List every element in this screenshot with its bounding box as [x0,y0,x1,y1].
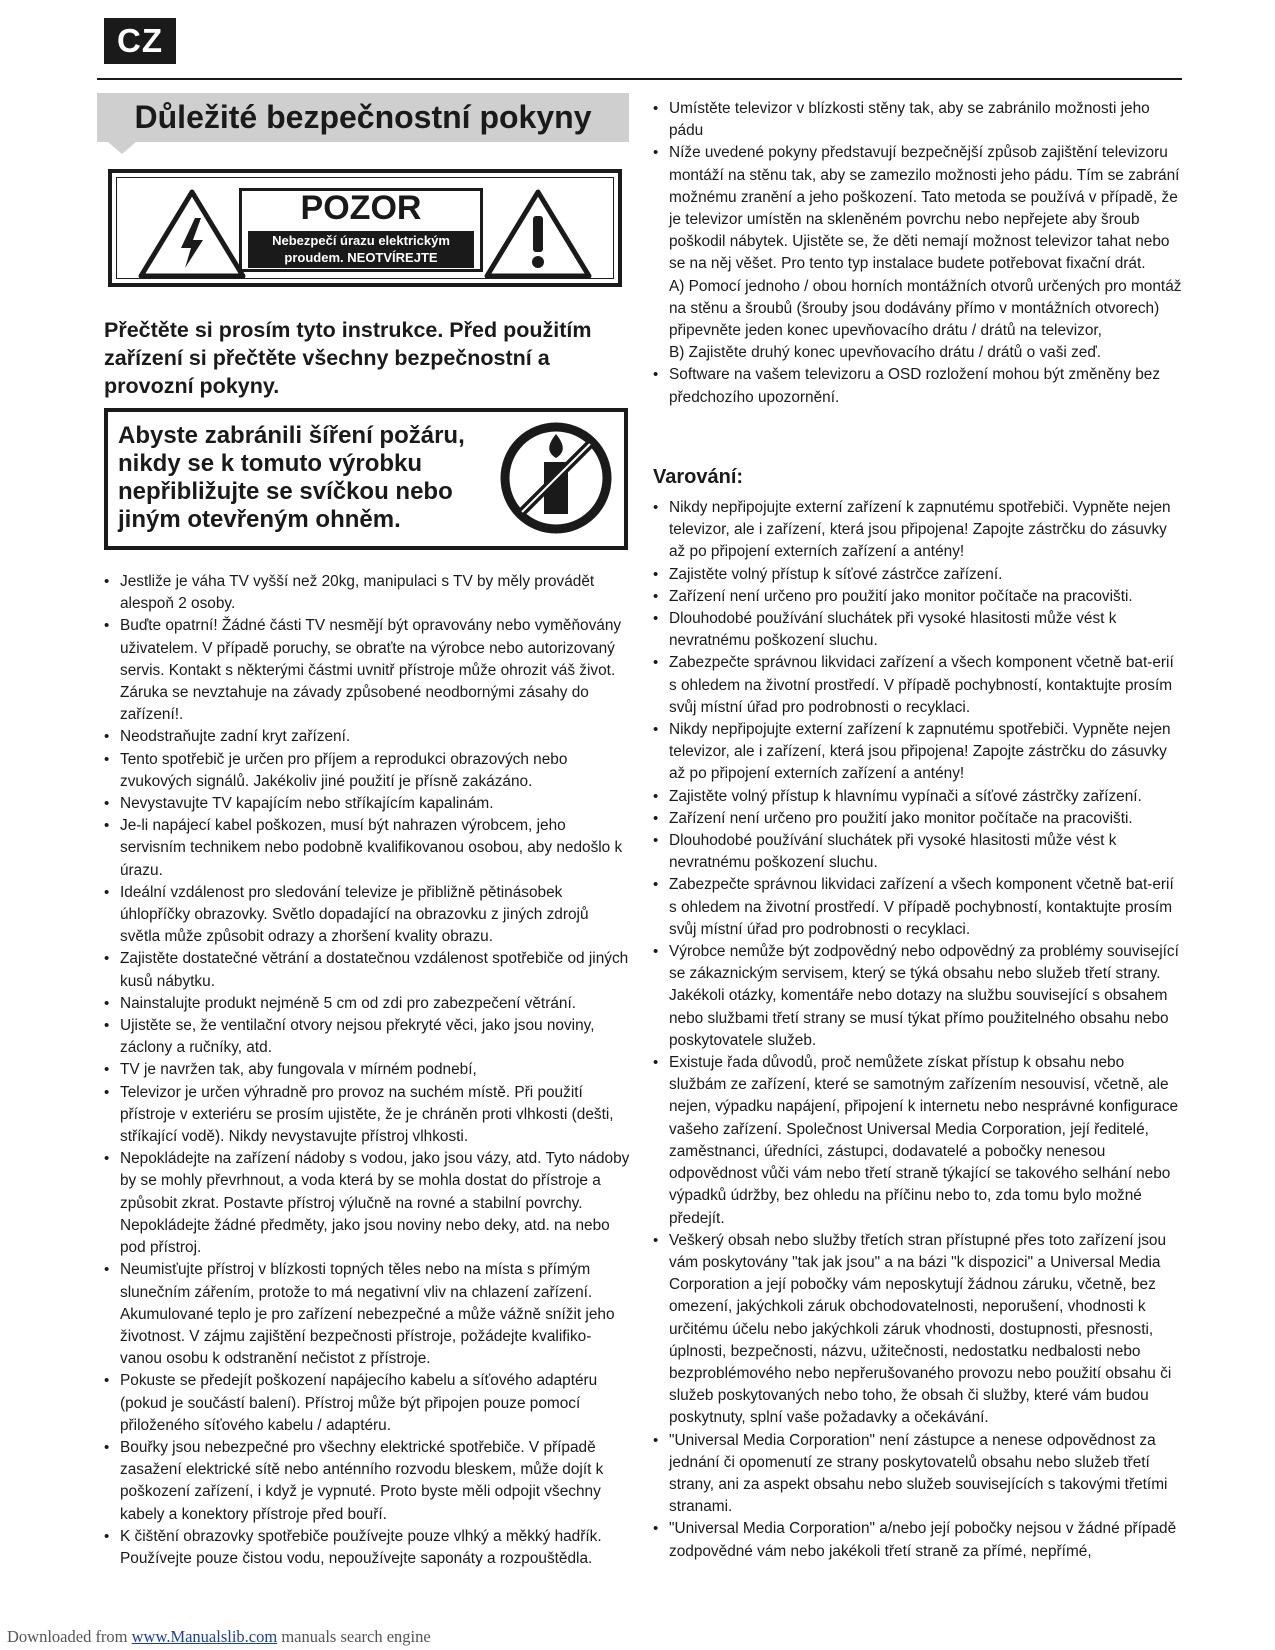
left-safety-list [104,571,632,1570]
list-item [653,98,1183,142]
list-item: • Veškerý obsah nebo služby třetích stran přístupné přes toto zařízení jsou vám poskytovány "tak jak jsou" a na bázi "k dispozici" a Universal Media Corporation a její pobočky vám neposkytují žádnou záruku, včetně, bez omezení, jakýchkoli záruk obchodovatelnosti, neporušení, vhodnosti k určitému účelu nebo jakýchkoli záruk vhodnosti, dostupnosti, přesnosti, úplnosti, bezpečnosti, názvu, užitečnosti, nedostatku nedbalosti nebo bezproblémového nebo nepřerušovaného provozu nebo použití obsahu či služeb poskytovaných nebo toho, že obsah či služby, které vám budou poskytnuty, splní vaše požadavky a očekávání. [653,1230,1183,1430]
list-item: • Nikdy nepřipojujte externí zařízení k zapnutému spotřebiči. Vypněte nejen televizor, ale i zařízení, která jsou připojena! Zapojte zástrčku do zásuvky až po připojení externích zařízení a antény! [653,497,1183,564]
list-item: • Zajistěte volný přístup k síťové zástrčce zařízení. [653,564,1183,586]
manualslib-link[interactable]: www.Manualslib.com [131,1627,278,1646]
page-title: Důležité bezpečnostní pokyny [97,93,629,142]
list-item: • Dlouhodobé používání sluchátek při vysoké hlasitosti může vést k nevratnému poškození sluchu. [653,830,1183,874]
list-item: • TV je navržen tak, aby fungovala v mírném podnebí, [104,1059,632,1081]
list-item-text: Umístěte televizor v blízkosti stěny tak, aby se zabránilo možnosti jeho pádu [669,100,1150,140]
list-item: • Zabezpečte správnou likvidaci zařízení a všech komponent včetně bat-erií s ohledem na životní prostředí. V případě pochybností, kontaktujte prosím svůj místní úřad pro podrobnosti o recyklaci. [653,652,1183,719]
pozor-subtext [248,231,474,268]
list-item: • Neumisťujte přístroj v blízkosti topných těles nebo na místa s přímým slunečním zářením, protože to má negativní vliv na chlazení zařízení. Akumulované teplo je pro zařízení nebezpečné a může vážně snížit jeho životnost. V zájmu zajištění bezpečnosti přístroje, požádejte kvalifiko-vanou osobu k odstranění nečistot z přístroje. [104,1259,632,1370]
list-item: • Je-li napájecí kabel poškozen, musí být nahrazen výrobcem, jeho servisním technikem nebo podobně kvalifikovanou osobou, aby nedošlo k úrazu. [104,815,632,882]
list-item: • Zabezpečte správnou likvidaci zařízení a všech komponent včetně bat-erií s ohledem na životní prostředí. V případě pochybností, kontaktujte prosím svůj místní úřad pro podrobnosti o recyklaci. [653,874,1183,941]
list-item: • Bouřky jsou nebezpečné pro všechny elektrické spotřebiče. V případě zasažení elektrické sítě nebo anténního rozvodu bleskem, může dojít k poškození zařízení, i když je vypnuté. Proto byste měli odpojit všechny kabely a konektory přístroje před bouří. [104,1437,632,1526]
list-item: • Zajistěte volný přístup k hlavnímu vypínači a síťové zástrčky zařízení. [653,786,1183,808]
list-item: • Nepokládejte na zařízení nádoby s vodou, jako jsou vázy, atd. Tyto nádoby by se mohly převrhnout, a voda která by se mohla dostat do přístroje a způsobit zkrat. Postavte přístroj výlučně na rovné a stabilní povrchy. Nepokládejte žádné předměty, jako jsou noviny nebo deky, atd. na nebo pod přístroj. [104,1148,632,1259]
no-candle-icon [498,420,614,536]
list-item: • Zajistěte dostatečné větrání a dostatečnou vzdálenost spotřebiče od jiných kusů nábytku. [104,948,632,992]
list-item-text: Níže uvedené pokyny představují bezpečnější způsob zajištění televizoru montáží na stěnu tak, aby se zamezilo možnosti jeho pádu. Tím se zabrání možnému zranění a jeho poškození. Tato metoda se používá v případě, že je televizor umístěn na skleněném povrchu nebo nepřejete aby šroub poškodil nábytek. Ujistěte se, že děti nemají možnost televizor tahat nebo se na něj věšet. Pro tento typ instalace budete potřebovat fixační drát. [669,144,1180,273]
list-item: • Nikdy nepřipojujte externí zařízení k zapnutému spotřebiči. Vypněte nejen televizor, ale i zařízení, která jsou připojena! Zapojte zástrčku do zásuvky až po připojení externích zařízení a antény! [653,719,1183,786]
title-arrow-decoration [108,142,136,154]
language-tab: CZ [104,18,176,64]
list-item [653,364,1183,408]
footer-suffix: manuals search engine [277,1627,431,1646]
fire-line: nikdy se k tomuto výrobku [118,450,423,477]
fire-line: nepřibližujte se svíčkou nebo [118,478,453,505]
caution-box [108,169,622,287]
list-item: • Buďte opatrní! Žádné části TV nesmějí být opravovány nebo vyměňovány uživatelem. V případě poruchy, se obraťte na výrobce nebo autorizovaný servis. Kontakt s některými částmi uvnitř přístroje může ohrozit váš život. Záruka se nevztahuje na závady způsobené neodbornými zásahy do zařízení!. [104,615,632,726]
read-instructions-notice: Přečtěte si prosím tyto instrukce. Před použitím zařízení si přečtěte všechny bezpečnostní a provozní pokyny. [104,318,592,398]
mounting-step-a: A) Pomocí jednoho / obou horních montážních otvorů určených pro montáž na stěnu a šroubů (šrouby jsou dodávány přímo v montážních otvorech) připevněte jeden konec upevňovacího drátu / drátů na televizor, [669,277,1182,340]
list-item: • Ideální vzdálenost pro sledování televize je přibližně pětinásobek úhlopříčky obrazovky. Světlo dopadající na obrazovku z jiných zdrojů světla může způsobit odrazy a zhoršení kvality obrazu. [104,882,632,949]
right-warning-list [653,497,1183,1563]
list-item: • Ujistěte se, že ventilační otvory nejsou překryté věci, jako jsou noviny, záclony a ručníky, atd. [104,1015,632,1059]
list-item: • Dlouhodobé používání sluchátek při vysoké hlasitosti může vést k nevratnému poškození sluchu. [653,608,1183,652]
list-item: • "Universal Media Corporation" není zástupce a nenese odpovědnost za jednání či opomenutí ze strany poskytovatelů obsahu nebo služeb třetí strany, ani za aspekt obsahu nebo služeb souvisejících s takovými třetími stranami. [653,1430,1183,1519]
list-item: • Tento spotřebič je určen pro příjem a reprodukci obrazových nebo zvukových signálů. Jakékoliv jiné použití je přísně zakázáno. [104,749,632,793]
list-item [653,142,1183,364]
list-item: • Jestliže je váha TV vyšší než 20kg, manipulaci s TV by měly provádět alespoň 2 osoby. [104,571,632,615]
pozor-heading: POZOR [300,189,422,227]
mounting-step-b: B) Zajistěte druhý konec upevňovacího drátu / drátů o vaši zeď. [669,344,1102,362]
list-item: • Zařízení není určeno pro použití jako monitor počítače na pracovišti. [653,808,1183,830]
caution-inner-frame [116,177,614,279]
top-rule [97,78,1182,80]
download-footer [7,1627,431,1647]
list-item: • Existuje řada důvodů, proč nemůžete získat přístup k obsahu nebo službám ze zařízení, které se samotným zařízením nesouvisí, včetně, ale nejen, výpadku napájení, připojení k internetu nebo nesprávné konfigurace vašeho zařízení. Společnost Universal Media Corporation, její ředitelé, zaměstnanci, úředníci, zástupci, dodavatelé a pobočky nenesou odpovědnost vůči vám nebo třetí straně týkající se takového selhání nebo výpadků údržby, bez ohledu na příčinu nebo to, zda tomu bylo možné předejít. [653,1052,1183,1230]
list-item: • Zařízení není určeno pro použití jako monitor počítače na pracovišti. [653,586,1183,608]
exclamation-warning-icon [483,188,593,280]
fire-line: Abyste zabránili šíření požáru, [118,422,465,449]
list-item: • Výrobce nemůže být zodpovědný nebo odpovědný za problémy související se zákaznickým servisem, který se týká obsahu nebo služeb třetí strany. Jakékoli otázky, komentáře nebo dotazy na službu související s obsahem nebo službami třetí strany se musí týkat přímo použitelného obsahu nebo poskytovatele služeb. [653,941,1183,1052]
pozor-line-2: proudem. NEOTVÍREJTE [284,250,438,265]
footer-prefix: Downloaded from [7,1627,132,1646]
warning-heading: Varování: [653,466,744,488]
right-mounting-list [653,98,1183,409]
list-item: • Pokuste se předejít poškození napájecího kabelu a síťového adaptéru (pokud je součástí balení). Přístroj může být připojen pouze pomocí přiloženého síťového kabelu / adaptéru. [104,1370,632,1437]
list-item: • K čištění obrazovky spotřebiče používejte pouze vlhký a měkký hadřík. Používejte pouze čistou vodu, nepoužívejte saponáty a rozpouštědla. [104,1526,632,1570]
pozor-line-1: Nebezpečí úrazu elektrickým [272,233,450,248]
list-item: • "Universal Media Corporation" a/nebo její pobočky nejsou v žádné případě zodpovědné vám nebo jakékoli třetí straně za přímé, nepřímé, [653,1518,1183,1562]
electric-shock-warning-icon [137,188,247,280]
fire-line: jiným otevřeným ohněm. [118,506,401,533]
list-item: • Neodstraňujte zadní kryt zařízení. [104,726,632,748]
fire-warning-box [104,408,628,550]
fire-warning-text [118,422,478,534]
list-item-text: Software na vašem televizoru a OSD rozložení mohou být změněny bez předchozího upozornění. [669,366,1161,406]
list-item: • Nainstalujte produkt nejméně 5 cm od zdi pro zabezpečení větrání. [104,993,632,1015]
list-item: • Nevystavujte TV kapajícím nebo stříkajícím kapalinám. [104,793,632,815]
pozor-panel [239,188,483,272]
list-item: • Televizor je určen výhradně pro provoz na suchém místě. Při použití přístroje v exteriéru se prosím ujistěte, že je chráněn proti vlhkosti (dešti, stříkající vodě). Nikdy nevystavujte přístroj vlhkosti. [104,1082,632,1149]
